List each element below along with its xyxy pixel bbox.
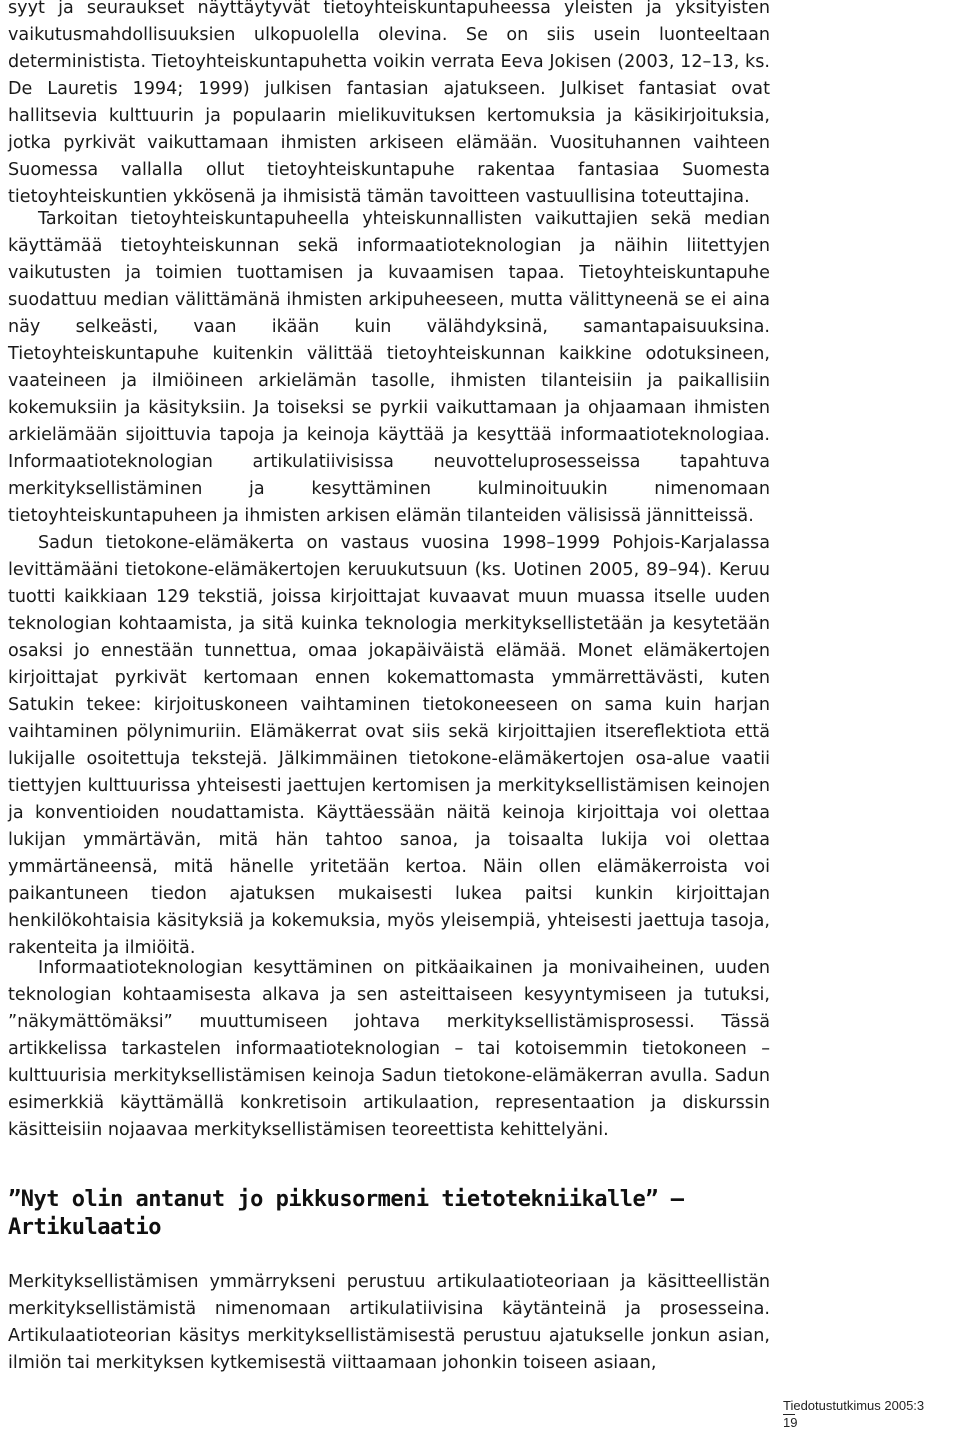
paragraph-1: syyt ja seuraukset näyttäytyvät tietoyhteiskuntapuheessa yleisten ja yksityisten vaikutusmahdollisuuksien ulkopuolella olevina. Se on siis usein luonteeltaan deterministista. Tietoyhteiskuntapuhetta voikin verrata Eeva Jokisen (2003, 12–13, ks. De Lauretis 1994; 1999) julkisen fantasian ajatukseen. Julkiset fantasiat ovat hallitsevia kulttuurin ja populaarin mielikuvituksen kertomuksia ja käsikirjoituksia, jotka pyrkivät vaikuttamaan ihmisten arkiseen elämään. Vuosituhannen vaihteen Suomessa vallalla ollut tietoyhteiskuntapuhe rakentaa fantasiaa Suomesta tietoyhteiskuntien ykkösenä ja ihmisistä tämän tavoitteen vastuullisina toteuttajina.: [8, 0, 770, 207]
paragraph-2: Tarkoitan tietoyhteiskuntapuheella yhteiskunnallisten vaikuttajien sekä median käyttämää tietoyhteiskunnan sekä informaatioteknologian ja näihin liitettyjen vaikutusten ja toimien tuottamisen ja kuvaamisen tapaa. Tietoyhteiskuntapuhe suodattuu median välittämänä ihmisten arkipuheeseen, mutta välittyneenä se ei aina näy selkeästi, vaan ikään kuin välähdyksinä, samantapaisuuksina. Tietoyhteiskuntapuhe kuitenkin välittää tietoyhteiskunnan kaikkine odotuksineen, vaateineen ja ilmiöineen arkielämän tasolle, ihmisten tilanteisiin ja paikallisiin kokemuksiin ja käsityksiin. Ja toiseksi se pyrkii vaikuttamaan ja ohjaamaan ihmisten arkielämään sijoittuvia tapoja ja keinoja käyttää ja kesyttää informaatioteknologiaa. Informaatioteknologian artikulatiivisissa neuvotteluprosesseissa tapahtuva merkityksellistäminen ja kesyttäminen kulminoituukin nimenomaan tietoyhteiskuntapuheen ja ihmisten arkisen elämän tilanteiden välisissä jännitteissä.: [8, 209, 770, 526]
page-footer: [783, 1398, 943, 1430]
journal-name: Tiedotustutkimus 2005:3: [783, 1398, 925, 1413]
paragraph-5: Merkityksellistämisen ymmärrykseni perustuu artikulaatioteoriaan ja käsitteellistän merkityksellistämistä nimenomaan artikulatiivisina käytänteinä ja prosesseina. Artikulaatioteorian käsitys merkityksellistämisestä perustuu ajatukselle jonkun asian, ilmiön tai merkityksen kytkemisestä viittaamaan johonkin toiseen asiaan,: [8, 1272, 770, 1373]
paragraph-4: Informaatioteknologian kesyttäminen on pitkäaikainen ja monivaiheinen, uuden teknologian kohtaamisesta alkava ja sen asteittaiseen kesyyntymiseen ja tutuksi, ”näkymättömäksi” muuttumiseen johtava merkityksellistämisprosessi. Tässä artikkelissa tarkastelen informaatioteknologian – tai kotoisemmin tietokoneen – kulttuurisia merkityksellistämisen keinoja Sadun tietokone-elämäkerran avulla. Sadun esimerkkiä käyttämällä konkretisoin artikulaation, representaation ja diskurssin käsitteisiin nojaavaa merkityksellistämisen teoreettista kehittelyäni.: [8, 958, 770, 1140]
paragraph-3: Sadun tietokone-elämäkerta on vastaus vuosina 1998–1999 Pohjois-Karjalassa levittämääni tietokone-elämäkertojen keruukutsuun (ks. Uotinen 2005, 89–94). Keruu tuotti kaikkiaan 129 tekstiä, joissa kirjoittajat kuvaavat muun muassa itselle uuden teknologian kohtaamista, ja sitä kuinka teknologia merkityksellistetään ja kesytetään osaksi jo ennestään tunnettua, omaa jokapäiväistä elämää. Monet elämäkertojen kirjoittajat pyrkivät kertomaan ennen kokemattomasta ymmärrettävästi, kuten Satukin tekee: kirjoituskoneen vaihtaminen tietokoneeseen on sama kuin harjan vaihtaminen pölynimuriin. Elämäkerrat ovat siis sekä kirjoittajien itsereflektiota että lukijalle osoitettuja tekstejä. Jälkimmäinen tietokone-elämäkertojen osa-alue vaatii tiettyjen kulttuurissa yhteisesti jaettujen kertomisen ja merkityksellistämisen keinojen ja konventioiden noudattamista. Käyttäessään näitä keinoja kirjoittaja voi olettaa lukijan ymmärtävän, mitä hän tahtoo sanoa, ja toisaalta lukija voi olettaa ymmärtäneensä, mitä hänelle yritetään kertoa. Näin ollen elämäkerroista voi paikantuneen tiedon ajatuksen mukaisesti lukea paitsi kunkin kirjoittajan henkilökohtaisia käsityksiä ja kokemuksia, myös yleisempiä, yhteisesti jaettuja tasoja, rakenteita ja ilmiöitä.: [8, 533, 770, 958]
page-number: 19: [783, 1415, 798, 1430]
section-heading: ”Nyt olin antanut jo pikkusormeni tietotekniikalle” – Artikulaatio: [8, 1187, 684, 1240]
